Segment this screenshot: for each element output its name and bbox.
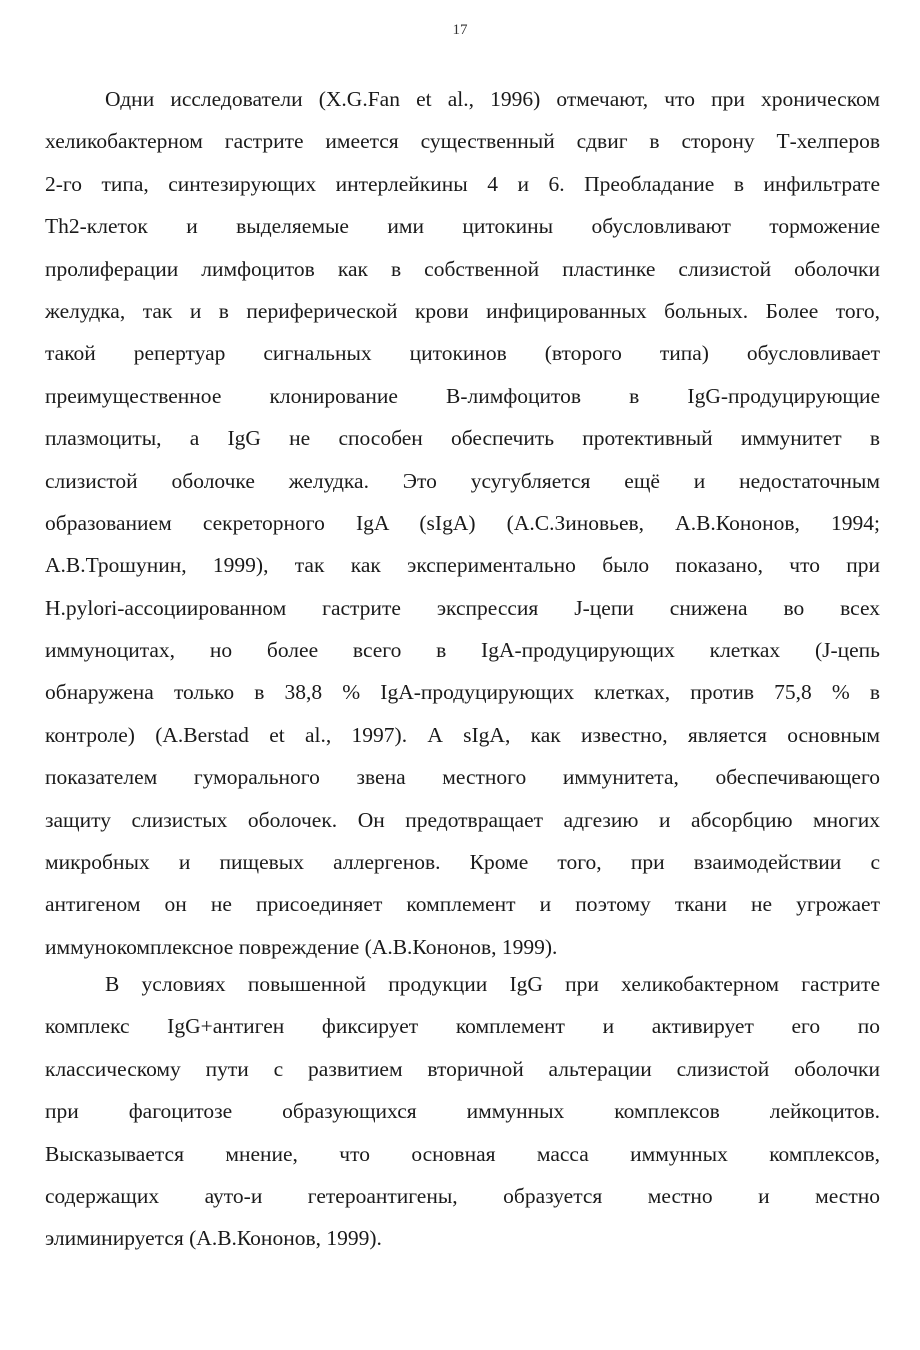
text-line: слизистой оболочке желудка. Это усугубляется ещё и недостаточным bbox=[45, 468, 880, 493]
text-line: А.В.Трошунин, 1999), так как экспериментально было показано, что при bbox=[45, 553, 880, 578]
text-line: обнаружена только в 38,8 % IgA-продуцирующих клетках, против 75,8 % в bbox=[45, 680, 880, 705]
text-line: микробных и пищевых аллергенов. Кроме того, при взаимодействии с bbox=[45, 850, 880, 875]
text-line: преимущественное клонирование В-лимфоцитов в IgG-продуцирующие bbox=[45, 383, 880, 408]
paragraph-1 bbox=[45, 78, 880, 968]
text-line: Th2-клеток и выделяемые ими цитокины обусловливают торможение bbox=[45, 214, 880, 239]
text-line: элиминируется (А.В.Кононов, 1999). bbox=[45, 1226, 382, 1251]
paragraph-2 bbox=[45, 963, 880, 1260]
text-line: плазмоциты, а IgG не способен обеспечить протективный иммунитет в bbox=[45, 426, 880, 451]
text-line: Высказывается мнение, что основная масса иммунных комплексов, bbox=[45, 1141, 880, 1166]
text-line: Одни исследователи (X.G.Fan et al., 1996) отмечают, что при хроническом bbox=[105, 87, 880, 111]
text-line: иммуноцитах, но более всего в IgA-продуцирующих клетках (J-цепь bbox=[45, 638, 880, 663]
text-line: защиту слизистых оболочек. Он предотвращает адгезию и абсорбцию многих bbox=[45, 807, 880, 832]
text-line: при фагоцитозе образующихся иммунных комплексов лейкоцитов. bbox=[45, 1099, 880, 1124]
text-line: В условиях повышенной продукции IgG при хеликобактерном гастрите bbox=[105, 972, 880, 996]
text-line: хеликобактерном гастрите имеется существенный сдвиг в сторону Т-хелперов bbox=[45, 129, 880, 154]
text-line: антигеном он не присоединяет комплемент и поэтому ткани не угрожает bbox=[45, 892, 880, 917]
text-line: иммунокомплексное повреждение (А.В.Кононов, 1999). bbox=[45, 934, 558, 959]
text-line: пролиферации лимфоцитов как в собственной пластинке слизистой оболочки bbox=[45, 256, 880, 281]
text-line: классическому пути с развитием вторичной альтерации слизистой оболочки bbox=[45, 1056, 880, 1081]
text-line: контроле) (A.Berstad et al., 1997). А sIgA, как известно, является основным bbox=[45, 722, 880, 747]
text-line: комплекс IgG+антиген фиксирует комплемент и активирует его по bbox=[45, 1014, 880, 1039]
text-line: показателем гуморального звена местного иммунитета, обеспечивающего bbox=[45, 765, 880, 790]
text-line: содержащих ауто-и гетероантигены, образуется местно и местно bbox=[45, 1183, 880, 1208]
text-line: H.pylori-ассоциированном гастрите экспрессия J-цепи снижена во всех bbox=[45, 595, 880, 620]
page-number: 17 bbox=[452, 22, 468, 38]
text-line: 2-го типа, синтезирующих интерлейкины 4 и 6. Преобладание в инфильтрате bbox=[45, 171, 880, 196]
text-line: образованием секреторного IgA (sIgA) (А.С.Зиновьев, А.В.Кононов, 1994; bbox=[45, 510, 880, 535]
text-line: такой репертуар сигнальных цитокинов (второго типа) обусловливает bbox=[45, 341, 880, 366]
text-line: желудка, так и в периферической крови инфицированных больных. Более того, bbox=[45, 298, 880, 323]
